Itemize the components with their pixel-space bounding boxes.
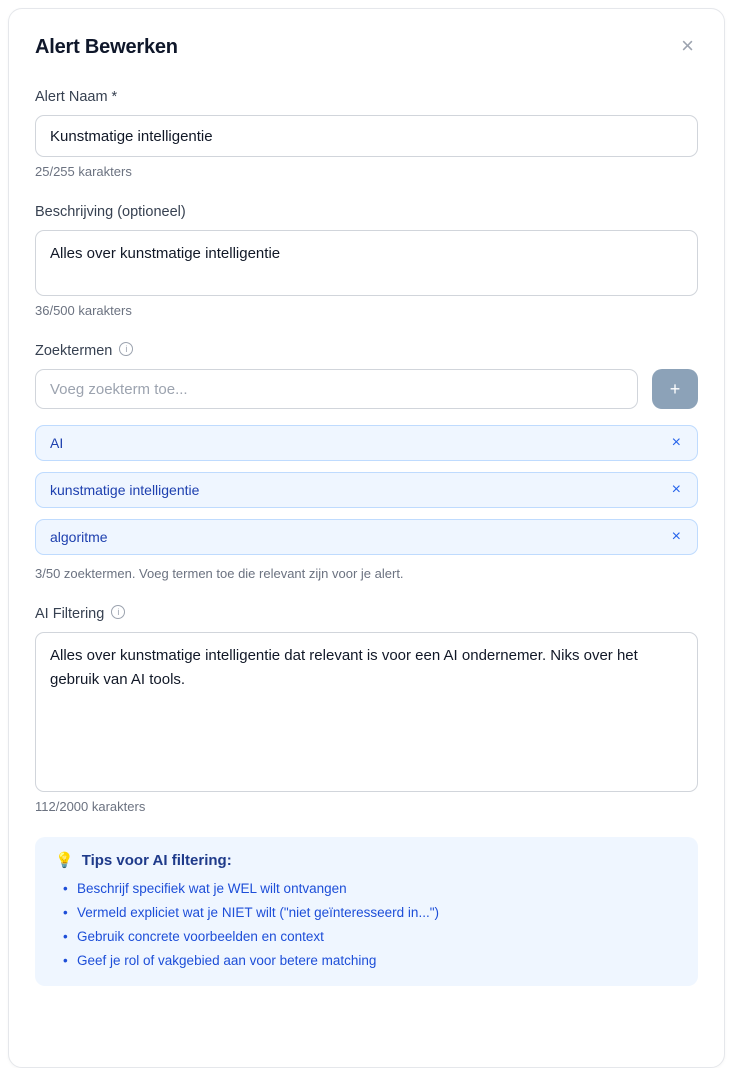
info-icon[interactable]: i xyxy=(119,342,133,356)
edit-alert-dialog xyxy=(8,8,725,1068)
dialog-header xyxy=(35,33,698,61)
tips-title-text: Tips voor AI filtering: xyxy=(81,852,232,869)
alert-name-label: Alert Naam * xyxy=(35,89,118,105)
search-terms-group xyxy=(35,341,698,582)
add-term-button[interactable]: + xyxy=(652,369,698,409)
alert-name-counter: 25/255 karakters xyxy=(35,164,132,179)
tag-label: AI xyxy=(50,435,64,451)
close-icon[interactable]: × xyxy=(677,33,698,59)
ai-filtering-counter: 112/2000 karakters xyxy=(35,799,146,814)
remove-tag-icon[interactable]: × xyxy=(671,528,681,545)
description-textarea[interactable] xyxy=(35,230,698,296)
tips-item: • Vermeld expliciet wat je NIET wilt ("niet geïnteresseerd in...") xyxy=(55,902,678,924)
description-group xyxy=(35,202,698,319)
dialog-title: Alert Bewerken xyxy=(35,36,178,58)
description-counter: 36/500 karakters xyxy=(35,303,132,318)
tips-list xyxy=(55,878,678,972)
alert-name-group xyxy=(35,87,698,180)
tag-label: algoritme xyxy=(50,529,108,545)
tips-box xyxy=(35,837,698,986)
search-term-tag-list xyxy=(35,425,698,555)
tips-item: • Geef je rol of vakgebied aan voor betere matching xyxy=(55,950,678,972)
tips-item: • Beschrijf specifiek wat je WEL wilt ontvangen xyxy=(55,878,678,900)
search-terms-helper: 3/50 zoektermen. Voeg termen toe die relevant zijn voor je alert. xyxy=(35,566,404,581)
description-label: Beschrijving (optioneel) xyxy=(35,204,186,220)
info-icon[interactable]: i xyxy=(111,605,125,619)
remove-tag-icon[interactable]: × xyxy=(671,434,681,451)
ai-filtering-group xyxy=(35,604,698,815)
search-term-input-row xyxy=(35,369,698,409)
search-term-tag xyxy=(35,472,698,508)
search-term-input[interactable] xyxy=(35,369,638,409)
ai-filtering-label-text: AI Filtering xyxy=(35,606,105,622)
alert-name-input[interactable] xyxy=(35,115,698,157)
ai-filtering-textarea[interactable] xyxy=(35,632,698,792)
remove-tag-icon[interactable]: × xyxy=(671,481,681,498)
search-term-tag xyxy=(35,425,698,461)
search-term-tag xyxy=(35,519,698,555)
tips-title xyxy=(55,850,678,872)
search-terms-label xyxy=(35,341,698,361)
lightbulb-icon: 💡 xyxy=(55,852,74,869)
ai-filtering-label xyxy=(35,604,698,624)
tag-label: kunstmatige intelligentie xyxy=(50,482,200,498)
tips-item: • Gebruik concrete voorbeelden en context xyxy=(55,926,678,948)
search-terms-label-text: Zoektermen xyxy=(35,343,113,359)
